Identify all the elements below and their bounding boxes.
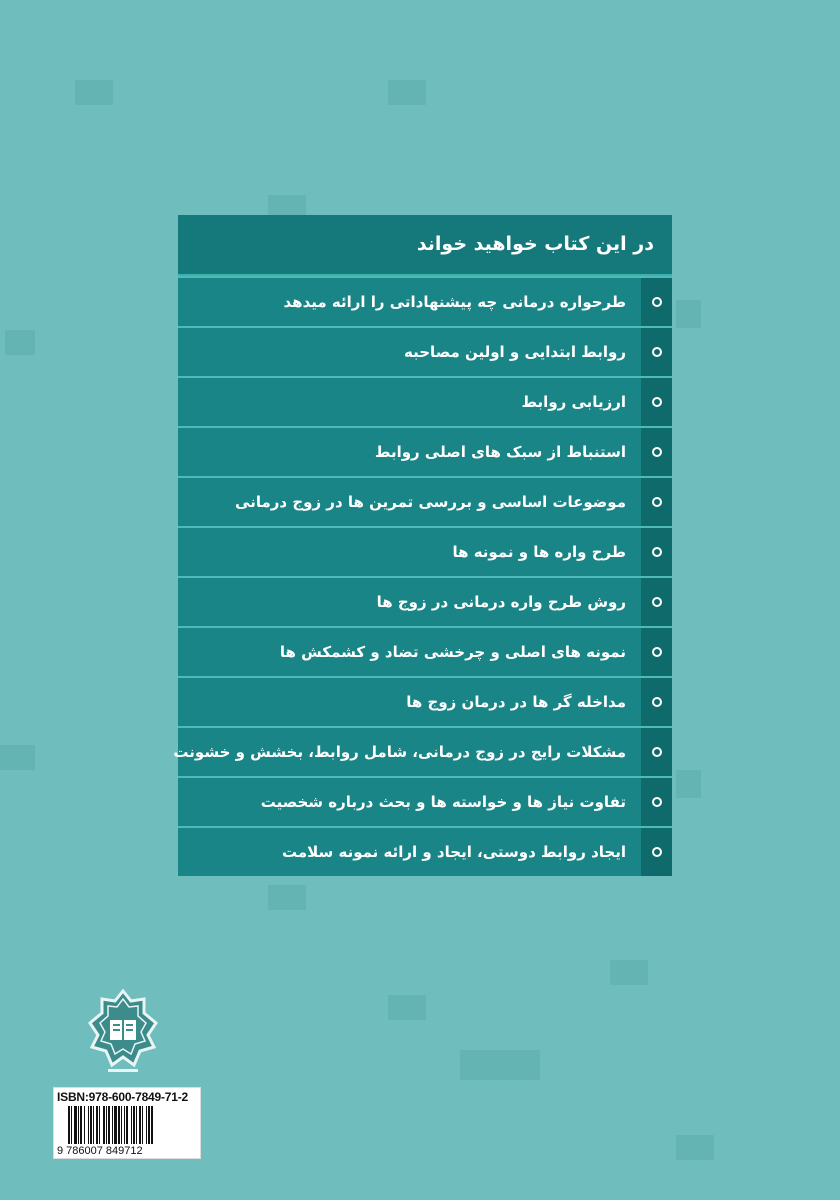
circle-bullet-icon bbox=[652, 547, 662, 557]
bullet-strip bbox=[641, 628, 672, 676]
bullet-strip bbox=[641, 728, 672, 776]
bullet-strip bbox=[641, 528, 672, 576]
circle-bullet-icon bbox=[652, 447, 662, 457]
list-item bbox=[178, 576, 672, 626]
list-item-label: ایجاد روابط دوستی، ایجاد و ارائه نمونه سلامت bbox=[281, 843, 626, 861]
list-item bbox=[178, 826, 672, 876]
list-item-label: تفاوت نیاز ها و خواسته ها و بحث درباره شخصیت bbox=[260, 793, 626, 811]
bullet-strip bbox=[641, 378, 672, 426]
list-item bbox=[178, 376, 672, 426]
circle-bullet-icon bbox=[652, 697, 662, 707]
bullet-strip bbox=[641, 478, 672, 526]
barcode-graphic bbox=[68, 1106, 190, 1144]
circle-bullet-icon bbox=[652, 347, 662, 357]
bullet-strip bbox=[641, 328, 672, 376]
list-item-label: موضوعات اساسی و بررسی تمرین ها در زوج درمانی bbox=[235, 493, 626, 511]
bullet-strip bbox=[641, 828, 672, 876]
list-item bbox=[178, 676, 672, 726]
bullet-strip bbox=[641, 428, 672, 476]
list-item-label: روش طرح واره درمانی در زوج ها bbox=[376, 593, 626, 611]
list-item bbox=[178, 276, 672, 326]
circle-bullet-icon bbox=[652, 647, 662, 657]
list-item-label: طرح واره ها و نمونه ها bbox=[452, 543, 626, 561]
barcode-number: 9 786007 849712 bbox=[57, 1145, 143, 1157]
list-item-label: استنباط از سبک های اصلی روابط bbox=[374, 443, 626, 461]
list-item-label: نمونه های اصلی و چرخشی تضاد و کشمکش ها bbox=[279, 643, 626, 661]
bullet-strip bbox=[641, 678, 672, 726]
list-item bbox=[178, 326, 672, 376]
list-item-label: مداخله گر ها در درمان زوج ها bbox=[406, 693, 626, 711]
list-item-label: ارزیابی روابط bbox=[521, 393, 626, 411]
circle-bullet-icon bbox=[652, 797, 662, 807]
circle-bullet-icon bbox=[652, 497, 662, 507]
panel-header bbox=[178, 215, 672, 276]
panel-title: در این کتاب خواهید خواند bbox=[416, 233, 654, 255]
list-item bbox=[178, 776, 672, 826]
bullet-strip bbox=[641, 778, 672, 826]
isbn-barcode-box bbox=[53, 1087, 201, 1159]
list-item-label: روابط ابتدایی و اولین مصاحبه bbox=[404, 343, 626, 361]
bullet-strip bbox=[641, 278, 672, 326]
circle-bullet-icon bbox=[652, 747, 662, 757]
list-item-label: طرحواره درمانی چه پیشنهاداتی را ارائه میدهد bbox=[283, 293, 626, 311]
publisher-logo-icon bbox=[84, 987, 162, 1077]
contents-panel bbox=[173, 215, 672, 876]
list-item bbox=[178, 626, 672, 676]
circle-bullet-icon bbox=[652, 847, 662, 857]
list-item bbox=[178, 426, 672, 476]
circle-bullet-icon bbox=[652, 397, 662, 407]
list-item-label: مشکلات رایج در زوج درمانی، شامل روابط، بخشش و خشونت bbox=[173, 743, 626, 761]
bullet-strip bbox=[641, 578, 672, 626]
list-item bbox=[173, 726, 672, 776]
isbn-label: ISBN:978-600-7849-71-2 bbox=[57, 1090, 189, 1104]
list-item bbox=[178, 526, 672, 576]
circle-bullet-icon bbox=[652, 597, 662, 607]
list-item bbox=[178, 476, 672, 526]
circle-bullet-icon bbox=[652, 297, 662, 307]
